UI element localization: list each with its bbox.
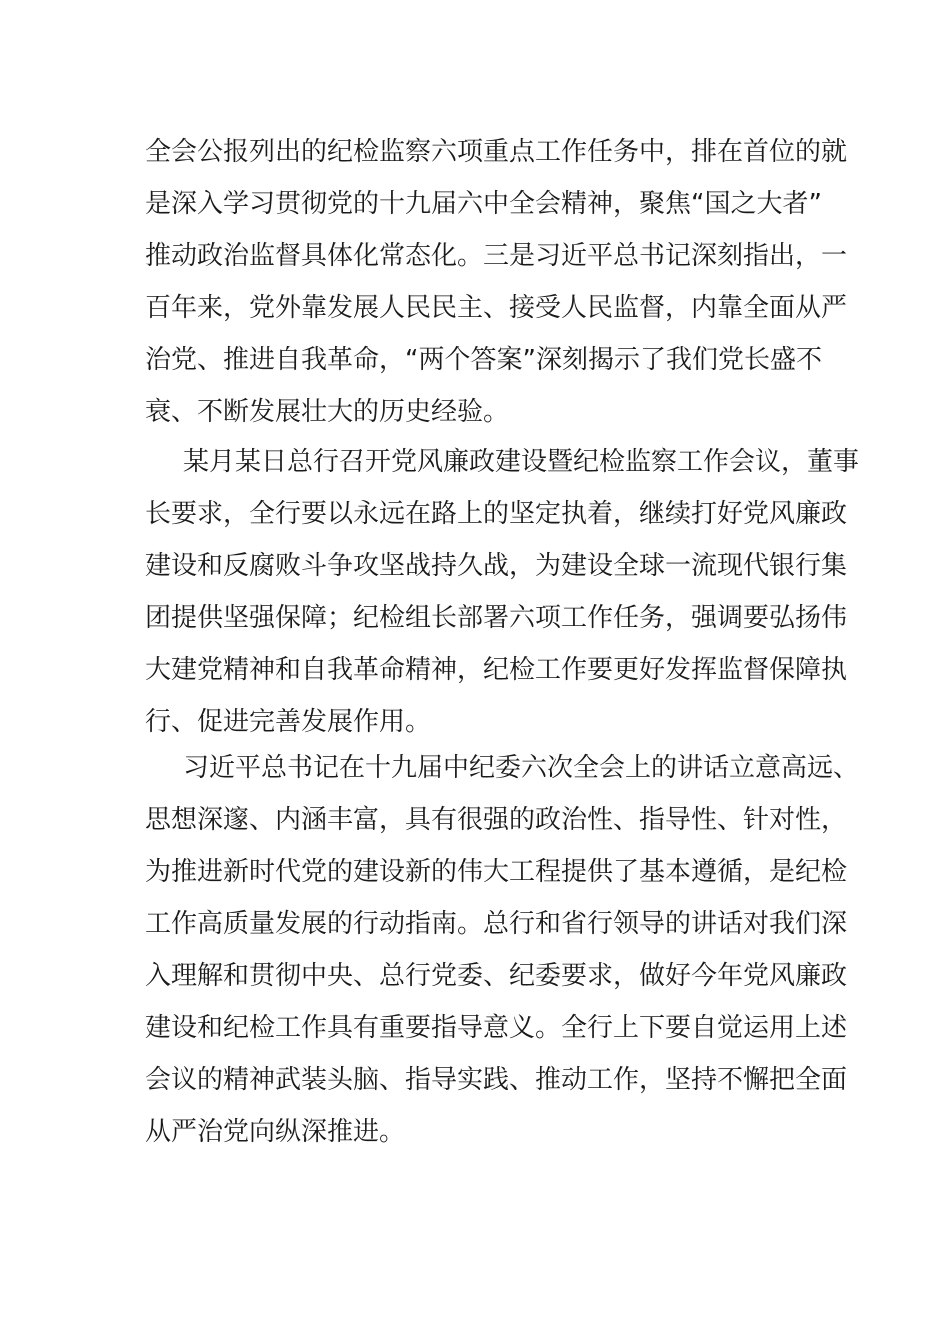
paragraph-line: 建设和反腐败斗争攻坚战持久战，为建设全球一流现代银行集 xyxy=(145,551,848,581)
paragraph-line: 百年来，党外靠发展人民民主、接受人民监督，内靠全面从严 xyxy=(145,293,848,323)
paragraph-line: 全会公报列出的纪检监察六项重点工作任务中，排在首位的就 xyxy=(145,137,848,167)
paragraph-line: 是深入学习贯彻党的十九届六中全会精神，聚焦“国之大者” xyxy=(145,189,822,219)
paragraph-line: 某月某日总行召开党风廉政建设暨纪检监察工作会议，董事 xyxy=(183,447,860,477)
paragraph-line: 工作高质量发展的行动指南。总行和省行领导的讲话对我们深 xyxy=(145,909,848,939)
paragraph-line: 治党、推进自我革命，“两个答案”深刻揭示了我们党长盛不 xyxy=(145,345,822,375)
paragraph-line: 从严治党向纵深推进。 xyxy=(145,1117,406,1147)
paragraph-line: 思想深邃、内涵丰富，具有很强的政治性、指导性、针对性， xyxy=(145,805,848,835)
paragraph-line: 为推进新时代党的建设新的伟大工程提供了基本遵循，是纪检 xyxy=(145,857,848,887)
paragraph-line: 习近平总书记在十九届中纪委六次全会上的讲话立意高远、 xyxy=(183,753,860,783)
paragraph-line: 长要求，全行要以永远在路上的坚定执着，继续打好党风廉政 xyxy=(145,499,848,529)
paragraph-2 xyxy=(145,436,860,748)
paragraph-1 xyxy=(145,126,848,438)
paragraph-line: 衰、不断发展壮大的历史经验。 xyxy=(145,397,510,427)
paragraph-3 xyxy=(145,742,860,1158)
paragraph-line: 推动政治监督具体化常态化。三是习近平总书记深刻指出，一 xyxy=(145,241,848,271)
paragraph-line: 会议的精神武装头脑、指导实践、推动工作，坚持不懈把全面 xyxy=(145,1065,848,1095)
paragraph-line: 团提供坚强保障；纪检组长部署六项工作任务，强调要弘扬伟 xyxy=(145,603,848,633)
paragraph-line: 行、促进完善发展作用。 xyxy=(145,707,432,737)
paragraph-line: 入理解和贯彻中央、总行党委、纪委要求，做好今年党风廉政 xyxy=(145,961,848,991)
paragraph-line: 建设和纪检工作具有重要指导意义。全行上下要自觉运用上述 xyxy=(145,1013,848,1043)
paragraph-line: 大建党精神和自我革命精神，纪检工作要更好发挥监督保障执 xyxy=(145,655,848,685)
